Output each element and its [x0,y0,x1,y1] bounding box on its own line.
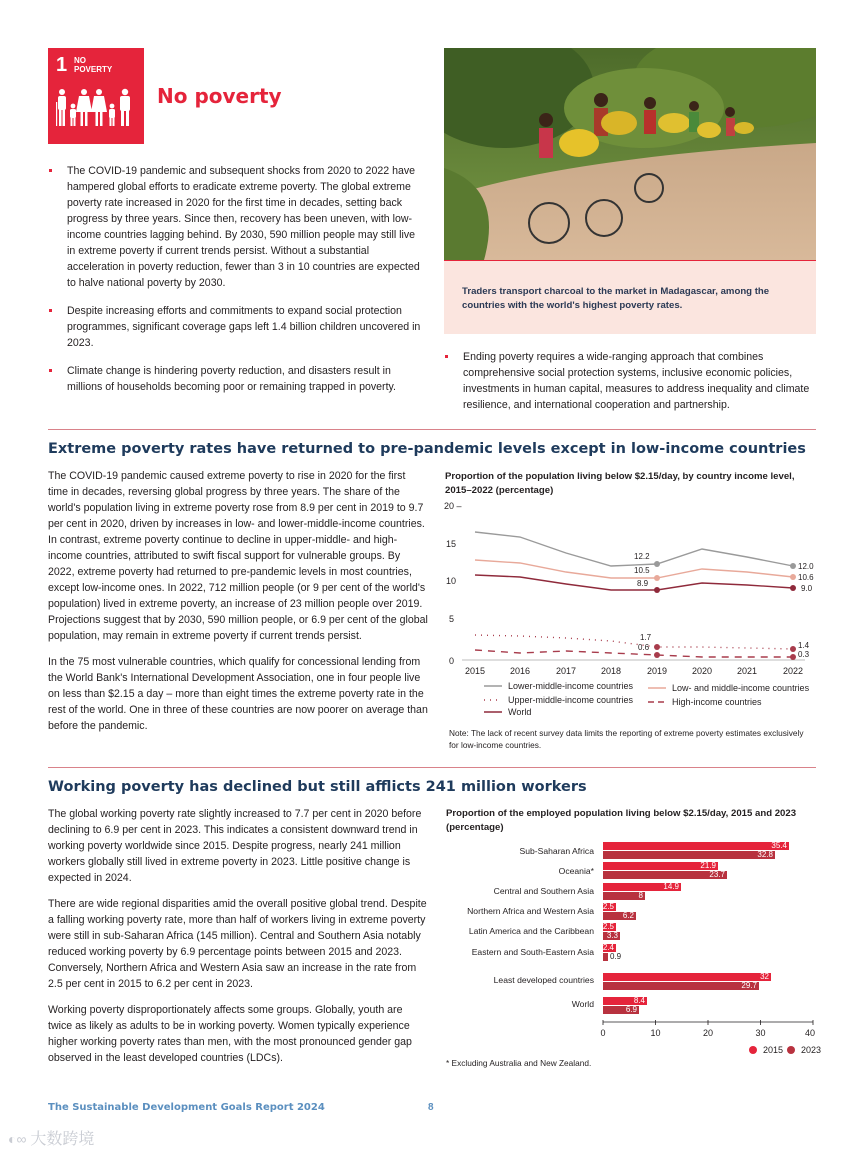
bar-chart-x-axis [596,1020,820,1042]
right-bullet: Ending poverty requires a wide-ranging approach that combines comprehensive social protection systems, inclusive economic policies, investments in human capital, measures to address inequality and climate resilience, and international cooperation and partnership. [444,349,816,413]
svg-text:12.0: 12.0 [798,562,814,571]
bar-2015: 2.5 [602,922,614,931]
bar-category-label: Oceania* [558,866,594,876]
legend-solid-maroon-swatch [484,710,502,714]
svg-text:1.7: 1.7 [640,633,652,642]
sdg-number: 1 [56,54,68,76]
legend-upper-middle-income: Upper-middle-income countries [484,695,633,705]
watermark-logo-icon: ◐∞ [8,1131,31,1147]
legend-low-and-middle-income: Low- and middle-income countries [648,683,809,693]
svg-text:2015: 2015 [464,666,486,676]
bar-2023: 29.7 [603,982,759,990]
bar-category-label: Least developed countries [493,975,594,985]
line-chart-note: Note: The lack of recent survey data limits the reporting of extreme poverty estimates exclusively for low-income countries. [449,728,804,750]
photo-caption: Traders transport charcoal to the market in Madagascar, among the countries with the world's highest poverty rates. [462,286,770,311]
svg-text:2021: 2021 [736,666,758,676]
footer-report-title: The Sustainable Development Goals Report 2024 [48,1102,325,1113]
photo-image [444,48,816,260]
bullet-marker [445,355,448,358]
legend-2015: 2015 [749,1045,783,1055]
intro-bullet: Climate change is hindering poverty reduction, and disasters result in millions of households becoming poor or remaining trapped in poverty. [48,363,424,395]
intro-bullet: The COVID-19 pandemic and subsequent shocks from 2020 to 2022 have hampered global efforts to eradicate extreme poverty. The global extreme poverty rate increased in 2020 for the first time in decades, setting back progress by three years. Since then, recovery has been uneven, with low-income countries lagging behind. By 2030, 590 million people may still live in extreme poverty if current trends persist. Without a substantial acceleration in poverty reduction, fewer than 3 in 10 countries are expected to halve national poverty by 2030. [48,163,424,291]
svg-text:0.6: 0.6 [638,643,650,652]
page-number: 8 [428,1102,434,1113]
bar-category-label: Sub-Saharan Africa [519,846,594,856]
legend-solid-salmon-swatch [648,686,666,690]
svg-text:10.5: 10.5 [634,566,650,575]
watermark: ◐∞ 大数跨境 [8,1131,95,1148]
sdg-goal-1-tile [48,48,144,144]
photo-caption-box [444,260,816,334]
svg-text:15: 15 [446,539,457,549]
svg-text:2016: 2016 [509,666,531,676]
line-chart-title: Proportion of the population living below $2.15/day, by country income level, 2015–2022 (percentage) [445,471,795,496]
section2-body [48,806,428,1076]
bar-2015: 2.4 [602,943,614,952]
legend-2015-swatch [749,1046,757,1054]
svg-text:20: 20 [702,1028,714,1038]
section-divider [48,429,816,430]
bullet-marker [49,369,52,372]
page-title: No poverty [157,84,282,108]
bullet-marker [49,169,52,172]
svg-text:2017: 2017 [555,666,577,676]
svg-text:2018: 2018 [600,666,622,676]
bar-category-label: World [571,999,594,1009]
legend-dashed-swatch [648,700,666,704]
section2-paragraph: There are wide regional disparities amid the overall positive global trend. Despite a falling working poverty rate, more than half of workers living in extreme poverty were still in sub-Saharan Africa (145 million). Central and Southern Asia notably reduced working poverty by 6.9 percentage points between 2015 and 2023. Conversely, Northern Africa and Western Asia saw an increase in the rate from 2.5 per cent in 2015 to 6.2 per cent in 2023. [48,898,427,990]
legend-world: World [484,707,531,717]
section1-body [48,468,428,744]
bar-category-label: Central and Southern Asia [493,886,594,896]
svg-text:0.3: 0.3 [798,650,810,659]
svg-text:2019: 2019 [646,666,668,676]
svg-text:1.4: 1.4 [798,641,810,650]
sdg-label: NO POVERTY [74,56,113,74]
svg-text:20 –: 20 – [444,501,462,511]
family-icon [56,88,136,136]
bar-2015: 2.5 [602,902,614,911]
legend-high-income: High-income countries [648,697,762,707]
bar-2023: 32.8 [603,851,775,859]
legend-dotted-swatch [484,698,502,702]
svg-text:40: 40 [804,1028,816,1038]
svg-text:8.9: 8.9 [637,579,649,588]
svg-text:10: 10 [446,576,457,586]
legend-solid-gray-swatch [484,684,502,688]
svg-text:10: 10 [650,1028,661,1038]
section1-title: Extreme poverty rates have returned to pre-pandemic levels except in low-income countries [48,441,806,457]
right-bullet-list [444,349,816,425]
svg-text:2020: 2020 [691,666,713,676]
section2-title: Working poverty has declined but still afflicts 241 million workers [48,779,587,795]
bar-chart-title: Proportion of the employed population living below $2.15/day, 2015 and 2023 (percentage) [446,808,797,833]
bar-2023: 0.9 [603,953,608,961]
bar-2015: 35.4 [603,842,789,850]
bar-2023: 3.3 [603,932,620,940]
svg-text:9.0: 9.0 [801,584,813,593]
legend-lower-middle-income: Lower-middle-income countries [484,681,633,691]
bar-category-label: Latin America and the Caribbean [468,926,594,936]
intro-bullet-list [48,163,424,407]
bar-category-label: Northern Africa and Western Asia [467,906,594,916]
section1-paragraph: In the 75 most vulnerable countries, which qualify for concessional lending from the World Bank's International Development Association, one in four people live on less than $2.15 a day – more than eight times the extreme poverty rate in the rest of the world. One in three of these countries are now poorer on average than before the pandemic. [48,656,428,732]
svg-text:10.6: 10.6 [798,573,814,582]
svg-text:0: 0 [449,656,455,666]
intro-bullet: Despite increasing efforts and commitments to expand social protection programmes, significant coverage gaps left 1.4 billion children uncovered in 2023. [48,303,424,351]
bar-2015: 14.9 [603,883,681,891]
section2-paragraph: Working poverty disproportionately affects some groups. Globally, youth are twice as likely as adults to be in working poverty. Women typically experience higher working poverty rates than men, with the most pronounced gender gap observed in the least developed countries (LDCs). [48,1004,412,1064]
bar-2015: 8.4 [603,997,647,1005]
bar-2023: 6.9 [603,1006,639,1014]
legend-2023-swatch [787,1046,795,1054]
bar-2023: 6.2 [603,912,636,920]
svg-text:5: 5 [449,614,455,624]
bar-2015: 32 [603,973,771,981]
svg-text:30: 30 [755,1028,766,1038]
svg-text:2022: 2022 [782,666,804,676]
svg-text:12.2: 12.2 [634,552,650,561]
photo-madagascar-charcoal-traders [444,48,816,260]
bar-category-label: Eastern and South-Eastern Asia [471,947,594,957]
bar-2023: 23.7 [603,871,727,879]
section2-paragraph: The global working poverty rate slightly increased to 7.7 per cent in 2020 before declining to 6.9 per cent in 2023. This indicates a consistent downward trend in working poverty worldwide since 2015. Despite progress, nearly 241 million workers globally still lived in extreme poverty in 2023. Little positive change is expected in 2024. [48,808,422,884]
section1-paragraph: The COVID-19 pandemic caused extreme poverty to rise in 2020 for the first time in decades, reversing global progress by three years. The share of the world's population living in extreme poverty rose from 8.9 per cent in 2019 to 9.7 per cent in 2020, driven by increases in low- and lower-middle-income countries. In contrast, extreme poverty continue to decline in upper-middle- and high-income countries, attributed to swift fiscal support for vulnerable groups. By 2022, extreme poverty had returned to pre-pandemic levels in most countries, except low-income ones. In 2022, 712 million people (or 9 per cent of the world's population) lived in extreme poverty, an increase of 23 million people over 2019. Projections suggest that by 2030, 590 million people, or 6.9 per cent of the global population, may remain in extreme poverty if current trends persist. [48,470,428,642]
bar-2015: 21.9 [603,862,718,870]
section-divider [48,767,816,768]
bullet-marker [49,309,52,312]
bar-2023: 8 [603,892,645,900]
svg-text:0: 0 [600,1028,606,1038]
bar-chart-footnote: * Excluding Australia and New Zealand. [446,1058,592,1068]
legend-2023: 2023 [787,1045,821,1055]
